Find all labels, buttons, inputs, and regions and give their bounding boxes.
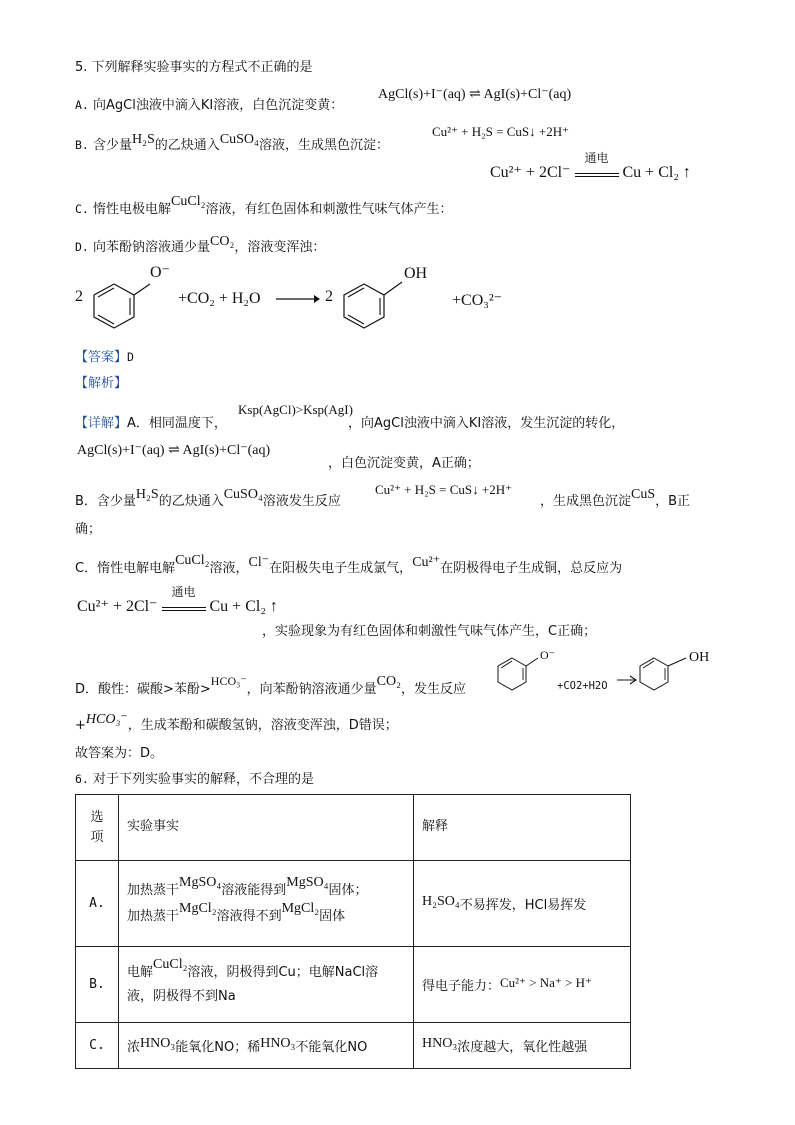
detail-a-text: ，向AgCl浊液中滴入KI溶液，发生沉淀的转化， [348, 416, 625, 431]
row-option: C. [76, 1023, 119, 1069]
coefficient: 2 [325, 288, 333, 305]
reaction-arrow-icon [276, 292, 320, 306]
phenol-oh-label: OH [689, 650, 710, 665]
row-explain: HNO₃浓度越大，氧化性越强 [414, 1023, 631, 1069]
header-option: 选 项 [76, 795, 119, 861]
row-option: B. [76, 947, 119, 1023]
detail-c-line: C．惰性电解电解CuCl₂溶液，Cl⁻在阳极失电子生成氯气，Cu²⁺在阴极得电子生成铜，总反应为 [75, 553, 623, 576]
detail-b-tail: ，生成黑色沉淀CuS，B正 [540, 487, 691, 509]
row-fact: 电解CuCl₂溶液，阴极得到Cu；电解NaCl溶 液，阴极得不到Na [119, 947, 414, 1023]
product-carbonate: +CO₃²⁻ [452, 292, 503, 309]
detail-c-conclusion: ，实验现象为有红色固体和刺激性气味气体产生，C正确； [262, 624, 597, 639]
reactants: +CO₂ + H₂O [178, 290, 261, 307]
q5-number: 5. [75, 60, 88, 75]
phenol-oh-label: OH [404, 265, 428, 282]
q5-option-c-equation: Cu²⁺ + 2Cl⁻ 通电 Cu + Cl₂ ↑ [490, 151, 691, 181]
row-explain: 得电子能力：Cu²⁺ > Na⁺ > H⁺ [414, 947, 631, 1023]
phenoxide-oxygen-label: O⁻ [150, 264, 170, 281]
detail-a-line1: 【详解】A．相同温度下， [75, 416, 227, 431]
detail-d-reactants: +CO2+H2O [557, 680, 608, 692]
row-option: A. [76, 861, 119, 947]
table-row [76, 861, 631, 947]
ksp-comparison: Ksp(AgCl)>Ksp(AgI) [238, 402, 353, 417]
q5-option-a-equation: AgCl(s)+I⁻(aq) ⇌ AgI(s)+Cl⁻(aq) [378, 87, 572, 102]
electrolysis-condition: 通电 [575, 163, 619, 177]
detail-b-line: B．含少量H₂S的乙炔通入CuSO₄溶液发生反应 [75, 487, 341, 509]
q5-stem: 5. 下列解释实验事实的方程式不正确的是 [75, 60, 313, 75]
analysis-label: 【解析】 [75, 376, 128, 391]
electrolysis-condition: 通电 [162, 597, 206, 611]
answer-line: 【答案】D [75, 350, 134, 365]
detail-a-conclusion: ，白色沉淀变黄，A正确； [328, 456, 480, 471]
detail-b-end: 确； [75, 522, 102, 537]
row-fact: 浓HNO₃能氧化NO；稀HNO₃不能氧化NO [119, 1023, 414, 1069]
coefficient: 2 [75, 288, 83, 305]
q5-option-b: B. 含少量H₂S的乙炔通入CuSO₄溶液，生成黑色沉淀： [75, 132, 389, 153]
q5-option-a: A. 向AgCl浊液中滴入KI溶液，白色沉淀变黄： [75, 98, 344, 113]
detail-c-equation: Cu²⁺ + 2Cl⁻ 通电 Cu + Cl₂ ↑ [77, 585, 278, 615]
table-header-row [76, 795, 631, 861]
row-explain: H₂SO₄不易挥发，HCl易挥发 [414, 861, 631, 947]
final-answer: 故答案为：D。 [75, 746, 164, 761]
q6-table [75, 794, 631, 1069]
header-explain: 解释 [414, 795, 631, 861]
detail-a-equation: AgCl(s)+I⁻(aq) ⇌ AgI(s)+Cl⁻(aq) [77, 443, 271, 458]
row-fact: 加热蒸干MgSO₄溶液能得到MgSO₄固体； 加热蒸干MgCl₂溶液得不到MgCl₂固体 [119, 861, 414, 947]
header-fact: 实验事实 [119, 795, 414, 861]
q5-option-d: D. 向苯酚钠溶液通少量CO₂，溶液变浑浊： [75, 234, 326, 255]
q5-option-b-equation: Cu²⁺ + H₂S = CuS↓ +2H⁺ [432, 124, 569, 139]
table-row [76, 1023, 631, 1069]
detail-d-line2: +HCO₃⁻，生成苯酚和碳酸氢钠，溶液变浑浊，D错误； [75, 712, 398, 733]
table-row [76, 947, 631, 1023]
q5-option-c: C. 惰性电极电解CuCl₂溶液，有红色固体和刺激性气味气体产生： [75, 194, 453, 217]
phenoxide-oxygen-label: O⁻ [540, 648, 555, 662]
q6-stem: 6. 对于下列实验事实的解释，不合理的是 [75, 772, 315, 787]
detail-b-equation: Cu²⁺ + H₂S = CuS↓ +2H⁺ [375, 482, 512, 497]
detail-d-line: D．酸性：碳酸>苯酚>HCO₃⁻，向苯酚钠溶液通少量CO₂，发生反应 [75, 674, 467, 697]
